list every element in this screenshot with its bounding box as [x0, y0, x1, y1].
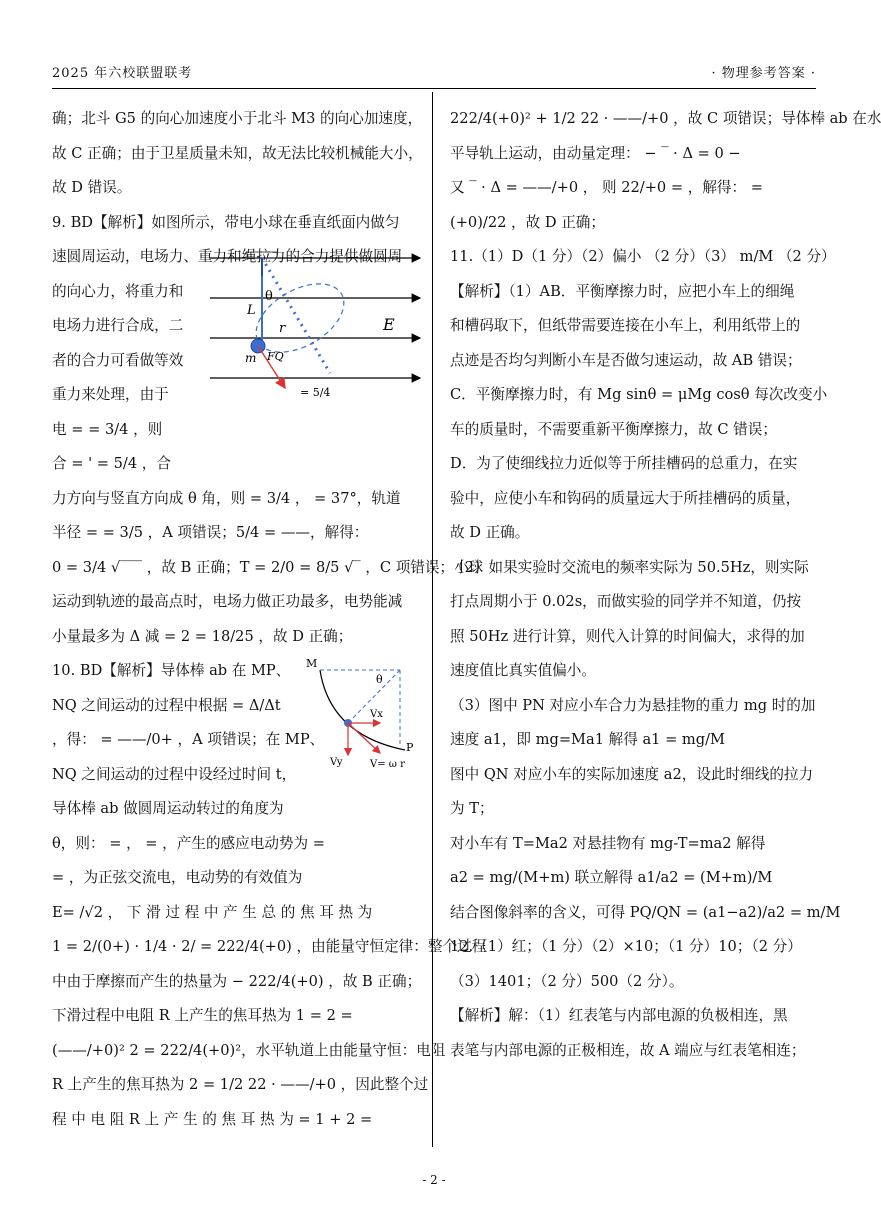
text-line: 程 中 电 阻 R 上 产 生 的 焦 耳 热 为 = 1 + 2 = — [52, 1110, 373, 1128]
text-line: 9. BD【解析】如图所示，带电小球在垂直纸面内做匀 — [52, 213, 400, 231]
text-line: 图中 QN 对应小车的实际加速度 a2，设此时细线的拉力 — [450, 765, 814, 783]
text-line: 【解析】（1）AB．平衡摩擦力时，应把小车上的细绳 — [450, 282, 795, 300]
vy-label: Vy — [330, 757, 343, 768]
text-line: 【解析】解：（1）红表笔与内部电源的负极相连，黑 — [450, 1007, 788, 1024]
text-line: ，得： = ——/0+ ，A 项错误；在 MP、 — [52, 731, 325, 748]
text-line: 的向心力，将重力和 — [52, 282, 184, 300]
text-line: 为 T； — [450, 800, 494, 817]
text-line: 下滑过程中电阻 R 上产生的焦耳热为 1 = 2 = — [52, 1007, 353, 1024]
text-line: 半径 = = 3/5 ，A 项错误；5/4 = ——，解得： — [52, 524, 369, 541]
point-p-label: P — [406, 741, 414, 754]
text-line: 车的质量时，不需要重新平衡摩擦力，故 C 错误； — [450, 420, 777, 438]
text-line: θ，则： = ， = ，产生的感应电动势为 = — [52, 834, 325, 852]
text-line: 故 C 正确；由于卫星质量未知，故无法比较机械能大小， — [52, 144, 423, 162]
page-header — [52, 62, 816, 84]
text-line: R 上产生的焦耳热为 2 = 1/2 22 · ——/+0 ，因此整个过 — [52, 1076, 429, 1093]
text-line: （2）如果实验时交流电的频率实际为 50.5Hz，则实际 — [450, 558, 809, 576]
text-line: 平导轨上运动，由动量定理： − ‾ · Δ = 0 − — [450, 144, 741, 162]
text-line: 故 D 错误。 — [52, 179, 132, 196]
text-line: a2 = mg/(M+m) 联立解得 a1/a2 = (M+m)/M — [450, 869, 773, 886]
point-m-label: M — [306, 657, 318, 670]
text-line: E= /√2 ， 下 滑 过 程 中 产 生 总 的 焦 耳 热 为 — [52, 903, 373, 921]
text-line: 电场力进行合成，二 — [52, 317, 184, 334]
vx-label: Vx — [370, 709, 383, 720]
text-line: 点迹是否均匀判断小车是否做匀速运动，故 AB 错误； — [450, 351, 802, 369]
text-line: 合 = ' = 5/4 ，合 — [52, 455, 171, 472]
text-line: 和槽码取下，但纸带需要连接在小车上，利用纸带上的 — [450, 317, 801, 334]
text-line: 0 = 3/4 √‾‾‾ ，故 B 正确；T = 2/0 = 8/5 √‾ ，C 项错误；小球 — [52, 558, 484, 576]
column-divider — [432, 92, 433, 1147]
text-line: 者的合力可看做等效 — [52, 351, 184, 369]
text-line: 照 50Hz 进行计算，则代入计算的时间偏大，求得的加 — [450, 627, 805, 645]
text-line: 1 = 2/(0+) · 1/4 · 2/ = 222/4(+0) ，由能量守恒定律：整个过程 — [52, 938, 487, 955]
theta-label: θ — [376, 673, 383, 686]
text-line: 中由于摩擦而产生的热量为 − 222/4(+0) ，故 B 正确； — [52, 972, 422, 990]
text-line: 速圆周运动，电场力、重力和绳拉力的合力提供做圆周 — [52, 248, 403, 265]
pendulum-field-figure — [205, 248, 427, 413]
ratio-label: = 5/4 — [300, 386, 331, 399]
text-line: 速度值比真实值偏小。 — [450, 662, 596, 679]
text-line: 小量最多为 Δ 减 = 2 = 18/25 ，故 D 正确； — [52, 627, 353, 645]
text-line: （3）图中 PN 对应小车合力为悬挂物的重力 mg 时的加 — [450, 696, 816, 714]
text-line: 又 ‾ · Δ = ——/+0 ， 则 22/+0 = ，解得： = — [450, 179, 763, 196]
text-line: （3）1401；（2 分）500（2 分）。 — [450, 972, 684, 990]
text-line: 打点周期小于 0.02s，而做实验的同学并不知道，仍按 — [450, 593, 802, 610]
text-line: NQ 之间运动的过程中根据 = Δ/Δt — [52, 696, 281, 714]
radius-label: r — [279, 321, 286, 336]
header-rule — [52, 88, 816, 89]
velocity-label: V= ω r — [370, 759, 405, 770]
text-line: 10. BD【解析】导体棒 ab 在 MP、 — [52, 662, 291, 679]
text-line: 运动到轨迹的最高点时，电场力做正功最多，电势能减 — [52, 593, 403, 610]
header-left: 2025 年六校联盟联考 — [52, 66, 193, 81]
text-line: 重力来处理，由于 — [52, 386, 169, 403]
text-line: 导体棒 ab 做圆周运动转过的角度为 — [52, 800, 284, 817]
text-line: 速度 a1，即 mg=Ma1 解得 a1 = mg/M — [450, 731, 725, 748]
text-line: D．为了使细线拉力近似等于所挂槽码的总重力，在实 — [450, 455, 798, 472]
length-label: L — [247, 303, 256, 318]
text-line: 对小车有 T=Ma2 对悬挂物有 mg-T=ma2 解得 — [450, 834, 766, 852]
text-line: 确；北斗 G5 的向心加速度小于北斗 M3 的向心加速度， — [52, 110, 423, 127]
mass-label: m — [245, 351, 257, 365]
text-line: 电 = = 3/4 ，则 — [52, 420, 163, 438]
text-line: (+0)/22 ，故 D 正确； — [450, 213, 605, 231]
right-column — [450, 102, 881, 1068]
text-line: 222/4(+0)² + 1/2 22 · ——/+0 ，故 C 项错误；导体棒 ab 在水 — [450, 110, 881, 127]
text-line: NQ 之间运动的过程中设经过时间 t， — [52, 765, 297, 783]
text-line: 验中，应使小车和钩码的质量远大于所挂槽码的质量， — [450, 489, 801, 507]
force-label: FQ — [267, 350, 284, 363]
text-line: 表笔与内部电源的正极相连，故 A 端应与红表笔相连； — [450, 1041, 806, 1059]
text-line: 力方向与竖直方向成 θ 角，则 = 3/4 ， = 37°，轨道 — [52, 489, 401, 507]
text-line: 结合图像斜率的含义，可得 PQ/QN = (a1−a2)/a2 = m/M — [450, 903, 841, 921]
text-line: = ，为正弦交流电，电动势的有效值为 — [52, 869, 303, 886]
text-line: C．平衡摩擦力时，有 Mg sinθ = μMg cosθ 每次改变小 — [450, 386, 828, 403]
text-line: 12.（1）红；（1 分）（2）×10；（1 分）10；（2 分） — [450, 938, 802, 955]
page-number: - 2 - — [422, 1173, 446, 1187]
header-right: · 物理参考答案 · — [711, 66, 816, 81]
arc-rail-figure — [300, 655, 418, 775]
field-label: E — [383, 315, 395, 334]
text-line: 故 D 正确。 — [450, 524, 530, 541]
text-line: 11.（1）D（1 分）（2）偏小 （2 分）（3） m/M （2 分） — [450, 248, 836, 265]
theta-label: θ — [265, 289, 273, 304]
text-line: (——/+0)² 2 = 222/4(+0)²，水平轨道上由能量守恒：电阻 — [52, 1041, 446, 1059]
